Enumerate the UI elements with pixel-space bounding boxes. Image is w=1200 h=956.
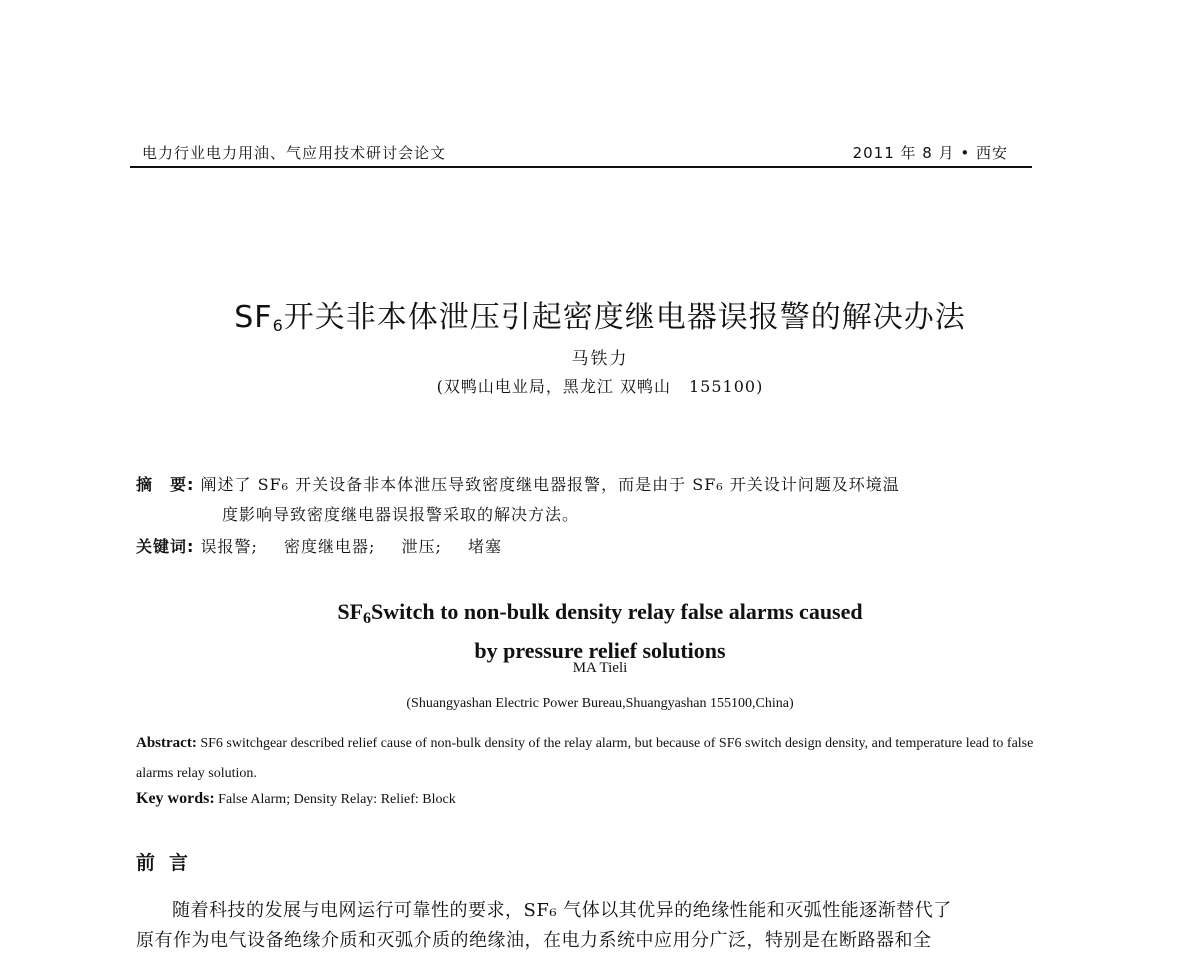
title-cn-prefix: SF	[234, 300, 273, 335]
title-cn-subscript: 6	[272, 316, 284, 335]
keywords-en	[136, 790, 456, 808]
running-header	[130, 140, 1032, 168]
keyword-cn: 堵塞	[468, 537, 503, 556]
abstract-cn	[136, 470, 1066, 530]
abstract-cn-line1: 阐述了 SF₆ 开关设备非本体泄压导致密度继电器报警，而是由于 SF₆ 开关设计问题及环境温	[200, 475, 900, 494]
abstract-cn-label: 摘 要:	[136, 475, 195, 494]
abstract-en-text: SF6 switchgear described relief cause of non-bulk density of the relay alarm, but because of SF6 switch design density, and temperature lead to false alarms relay solution.	[136, 736, 1034, 781]
header-conference: 电力行业电力用油、气应用技术研讨会论文	[142, 144, 447, 162]
title-en-line1	[0, 596, 1200, 635]
keyword-cn: 密度继电器;	[284, 537, 376, 556]
affiliation-cn-zip: 155100)	[689, 377, 764, 396]
keywords-cn-label: 关键词:	[136, 537, 195, 556]
title-cn-rest: 开关非本体泄压引起密度继电器误报警的解决办法	[283, 300, 966, 335]
author-cn: 马铁力	[571, 349, 629, 369]
author-en: MA Tieli	[572, 660, 628, 676]
title-en-subscript: 6	[363, 610, 372, 627]
abstract-en-label: Abstract:	[136, 735, 197, 751]
title-en-line1-rest: Switch to non-bulk density relay false alarms caused	[371, 599, 863, 624]
keywords-cn	[136, 534, 522, 557]
title-en-line2: by pressure relief solutions	[474, 638, 726, 663]
keywords-en-label: Key words:	[136, 790, 215, 807]
abstract-en	[136, 728, 1066, 789]
paper-title-cn	[0, 292, 1200, 336]
keyword-cn: 误报警;	[200, 537, 258, 556]
keyword-cn: 泄压;	[401, 537, 442, 556]
affiliation-cn-text: (双鸭山电业局，黑龙江 双鸭山	[436, 377, 671, 396]
keywords-en-text: False Alarm; Density Relay: Relief: Block	[218, 792, 456, 807]
paper-title-en	[0, 596, 1200, 667]
section-heading-preface: 前言	[136, 852, 203, 874]
affiliation-en: (Shuangyashan Electric Power Bureau,Shuangyashan 155100,China)	[406, 696, 794, 711]
body-line: 原有作为电气设备绝缘介质和灭弧介质的绝缘油，在电力系统中应用分广泛，特别是在断路器和全	[136, 930, 932, 951]
abstract-cn-line2: 度影响导致密度继电器误报警采取的解决方法。	[222, 505, 580, 524]
body-paragraph	[136, 896, 1066, 956]
title-en-prefix: SF	[337, 599, 364, 624]
header-date-location: 2011 年 8 月 • 西安	[852, 144, 1008, 162]
affiliation-cn	[0, 374, 1200, 397]
body-line: 随着科技的发展与电网运行可靠性的要求，SF₆ 气体以其优异的绝缘性能和灭弧性能逐渐替代了	[172, 900, 952, 921]
